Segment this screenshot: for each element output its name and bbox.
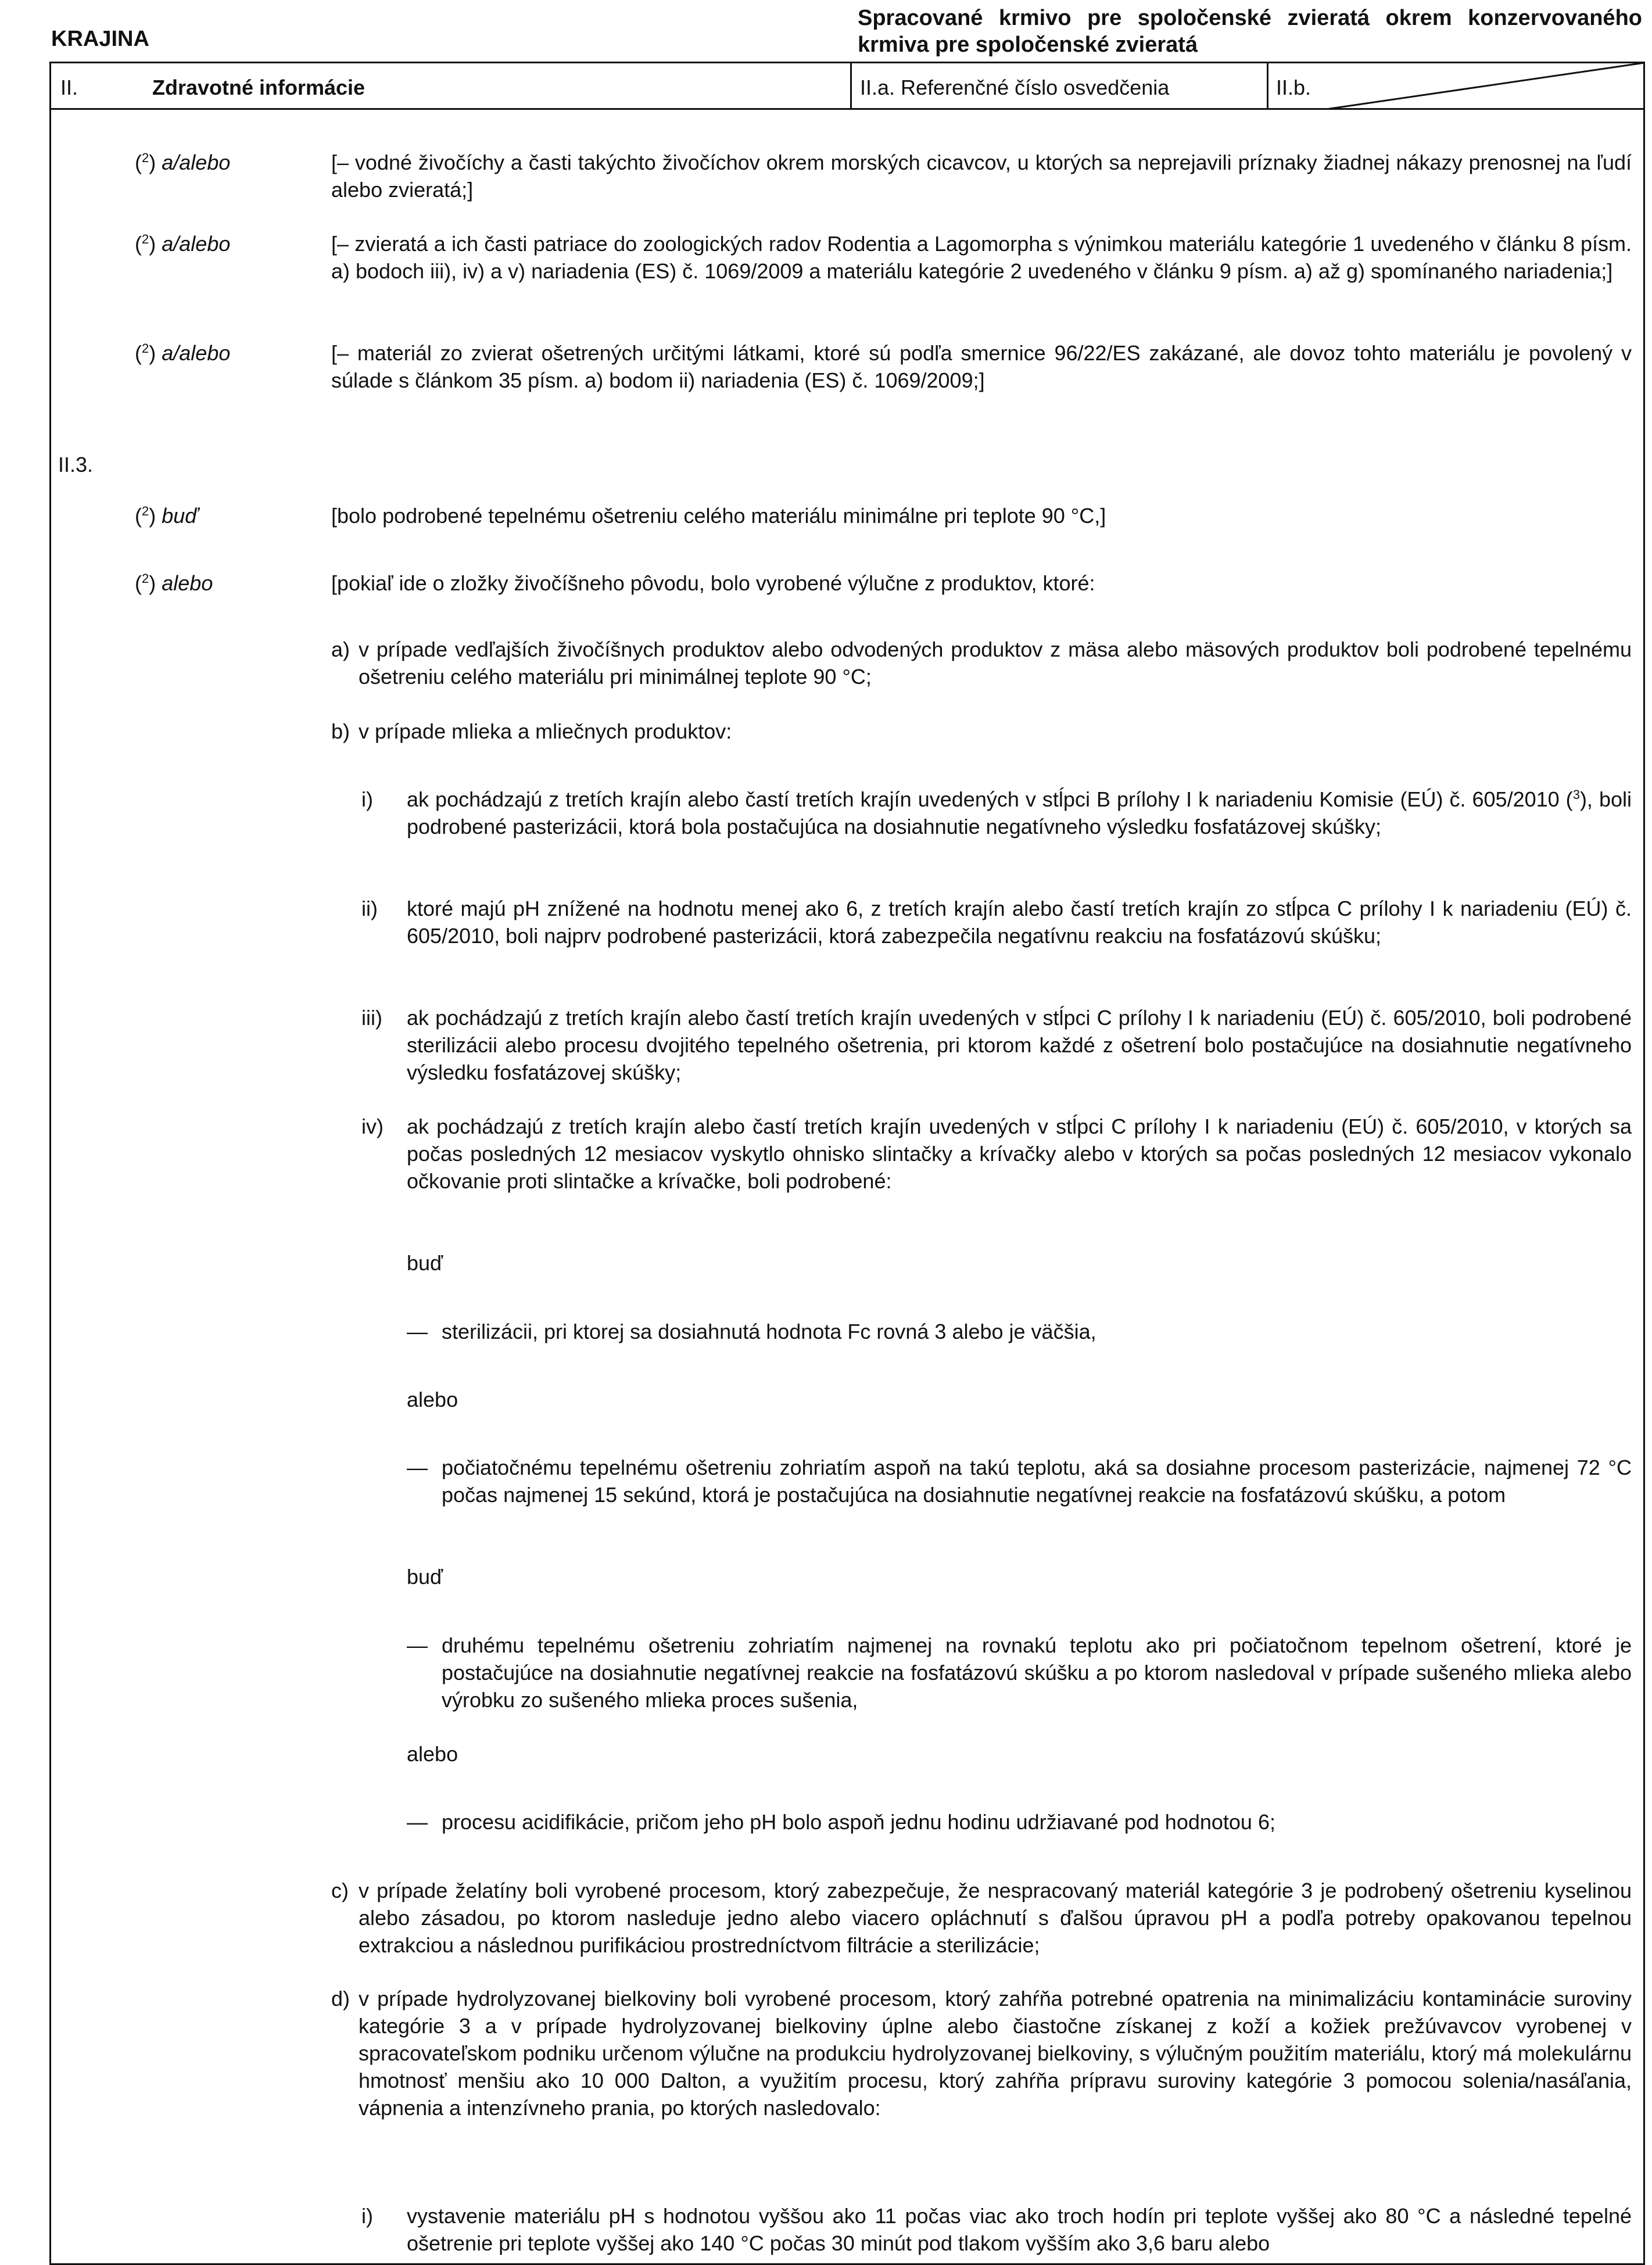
dash-4-text: procesu acidifikácie, pričom jeho pH bolo aspoň jednu hodinu udržiavané pod hodnotou 6; (442, 1810, 1275, 1834)
either-2-label: buď (407, 1565, 443, 1589)
header-divider-1 (850, 62, 852, 108)
item-a-text: v prípade vedľajších živočíšnych produktov alebo odvodených produktov z mäsa alebo mäsových produktov boli podrobené tepelnému ošetreniu celého materiálu pri minimálnej teplote 90 °C; (359, 637, 1632, 689)
item-bii-text: ktoré majú pH znížené na hodnotu menej ako 6, z tretích krajín alebo častí tretích krajín zo stĺpca C prílohy I k nariadeniu (EÚ) č. 605/2010, boli najprv podrobené pasterizácii, ktorá zabezpečila negatívnu reakciu na fosfatázovú skúšku; (407, 897, 1632, 948)
item-di-label: i) (361, 2204, 373, 2228)
item-d-label: d) (331, 1987, 350, 2010)
section-number: II. (60, 76, 78, 99)
item-b-label: b) (331, 719, 350, 743)
dash-2-text: počiatočnému tepelnému ošetreniu zohriatím aspoň na takú teplotu, aká sa dosiahne procesom pasterizácie, najmenej 72 °C počas najmenej 15 sekúnd, ktorá je postačujúca na dosiahnutie negatívnej reakcie na fosfatázovú skúšku, a potom (442, 1456, 1632, 1507)
item-biv-label: iv) (361, 1114, 384, 1138)
dash-marker: — (407, 1810, 428, 1834)
either-text: [bolo podrobené tepelnému ošetreniu celého materiálu minimálne pri teplote 90 °C,] (331, 504, 1106, 528)
item-a-label: a) (331, 637, 350, 661)
page-right-border (1643, 62, 1645, 2265)
or-text: [pokiaľ ide o zložky živočíšneho pôvodu, bolo vyrobené výlučne z produktov, ktoré: (331, 571, 1095, 595)
item-bi-text: ak pochádzajú z tretích krajín alebo častí tretích krajín uvedených v stĺpci B prílohy I k nariadeniu Komisie (EÚ) č. 605/2010 ($^3$), boli podrobené pasterizácii, ktorá bola postačujúca na dosiahnutie negatívneho výsledku fosfatázovej skúšky; (407, 787, 1632, 838)
condition-label: ($^2$) a/alebo (135, 341, 231, 365)
condition-label: ($^2$) a/alebo (135, 150, 231, 174)
section-id: II.3. (58, 453, 94, 476)
dash-marker: — (407, 1633, 428, 1657)
optional-block-treated-animals: [– materiál zo zvierat ošetrených určitými látkami, ktoré sú podľa smernice 96/22/ES zakázané, ale dovoz tohto materiálu je povolený v súlade s článkom 35 písm. a) bodom ii) nariadenia (ES) č. 1069/2009;] (331, 341, 1632, 392)
item-c-label: c) (331, 1879, 349, 1902)
optional-block-rodentia: [– zvieratá a ich časti patriace do zoologických radov Rodentia a Lagomorpha s výnimkou materiálu kategórie 1 uvedeného v článku 8 písm. a) bodoch iii), iv) a v) nariadenia (ES) č. 1069/2009 a materiálu kategórie 2 uvedeného v článku 9 písm. a) až g) spomínaného nariadenia;] (331, 232, 1632, 283)
or-2-label: alebo (407, 1742, 458, 1766)
item-biii-label: iii) (361, 1006, 382, 1030)
item-biii-text: ak pochádzajú z tretích krajín alebo častí tretích krajín uvedených v stĺpci C prílohy I k nariadeniu (EÚ) č. 605/2010, boli podrobené sterilizácii alebo procesu dvojitého tepelného ošetrenia, pri ktorom každé z ošetrení bolo postačujúce na dosiahnutie negatívneho výsledku fosfatázovej skúšky; (407, 1006, 1632, 1084)
either-label: ($^2$) buď (135, 504, 198, 528)
dash-marker: — (407, 1456, 428, 1479)
item-c-text: v prípade želatíny boli vyrobené procesom, ktorý zabezpečuje, že nespracovaný materiál kategórie 3 je podrobený ošetreniu kyselinou alebo zásadou, po ktorom nasleduje jedno alebo viacero opláchnutí s ďalšou úpravou pH a podľa potreby opakovanou tepelnou extrakciou a následnou purifikáciou prostredníctvom filtrácie a sterilizácie; (359, 1879, 1632, 1957)
reference-number-label: II.a. Referenčné číslo osvedčenia (860, 76, 1170, 99)
dash-3-text: druhému tepelnému ošetreniu zohriatím najmenej na rovnakú teplotu ako pri počiatočnom tepelnom ošetrení, ktoré je postačujúce na dosiahnutie negatívnej reakcie na fosfatázovú skúšku a po ktorom nasledoval v prípade sušeného mlieka alebo výrobku zo sušeného mlieka proces sušenia, (442, 1633, 1632, 1712)
item-di-text: vystavenie materiálu pH s hodnotou vyššou ako 11 počas viac ako troch hodín pri teplote vyššej ako 80 °C a následné tepelné ošetrenie pri teplote vyššej ako 140 °C počas 30 minút pod tlakom vyšším ako 3,6 baru alebo (407, 2204, 1632, 2255)
page-left-border (49, 62, 51, 2265)
product-title: Spracované krmivo pre spoločenské zvieratá okrem konzervovaného krmiva pre spoločenské zvieratá (858, 6, 1642, 57)
header-divider-2 (1267, 62, 1268, 108)
item-biv-text: ak pochádzajú z tretích krajín alebo častí tretích krajín uvedených v stĺpci C prílohy I k nariadeniu (EÚ) č. 605/2010, v ktorých sa počas posledných 12 mesiacov vyskytlo ohnisko slintačky a krívačky alebo v ktorých sa počas posledných 12 mesiacov vykonalo očkovanie proti slintačke a krívačke, boli podrobené: (407, 1114, 1632, 1193)
item-bii-label: ii) (361, 897, 378, 920)
or-label: ($^2$) alebo (135, 571, 213, 595)
either-1-label: buď (407, 1251, 443, 1275)
item-d-text: v prípade hydrolyzovanej bielkoviny boli vyrobené procesom, ktorý zahŕňa potrebné opatrenia na minimalizáciu kontaminácie suroviny kategórie 3 a v prípade hydrolyzovanej bielkoviny úplne alebo čiastočne získanej z koží a kožiek prežúvavcov vyrobenej v spracovateľskom podniku určenom výlučne na produkciu hydrolyzovanej bielkoviny, s výlučným použitím materiálu, ktorý má molekulárnu hmotnosť menšiu ako 10 000 Dalton, a využitím procesu, ktorý zahŕňa prípravu suroviny kategórie 3 pomocou solenia/nasáľania, vápnenia a intenzívneho prania, po ktorých nasledovalo: (359, 1987, 1632, 2120)
item-bi-label: i) (361, 787, 373, 811)
country-label: KRAJINA (51, 27, 149, 51)
item-b-text: v prípade mlieka a mliečnych produktov: (359, 719, 732, 743)
iib-label: II.b. (1276, 76, 1311, 99)
condition-label: ($^2$) a/alebo (135, 232, 231, 256)
or-1-label: alebo (407, 1388, 458, 1411)
section-title: Zdravotné informácie (152, 76, 365, 99)
dash-marker: — (407, 1320, 428, 1343)
dash-1-text: sterilizácii, pri ktorej sa dosiahnutá hodnota Fc rovná 3 alebo je väčšia, (442, 1320, 1096, 1343)
header-diagonal (1326, 63, 1644, 109)
optional-block-aquatic: [– vodné živočíchy a časti takýchto živočíchov okrem morských cicavcov, u ktorých sa neprejavili príznaky žiadnej nákazy prenosnej na ľudí alebo zvieratá;] (331, 150, 1632, 202)
